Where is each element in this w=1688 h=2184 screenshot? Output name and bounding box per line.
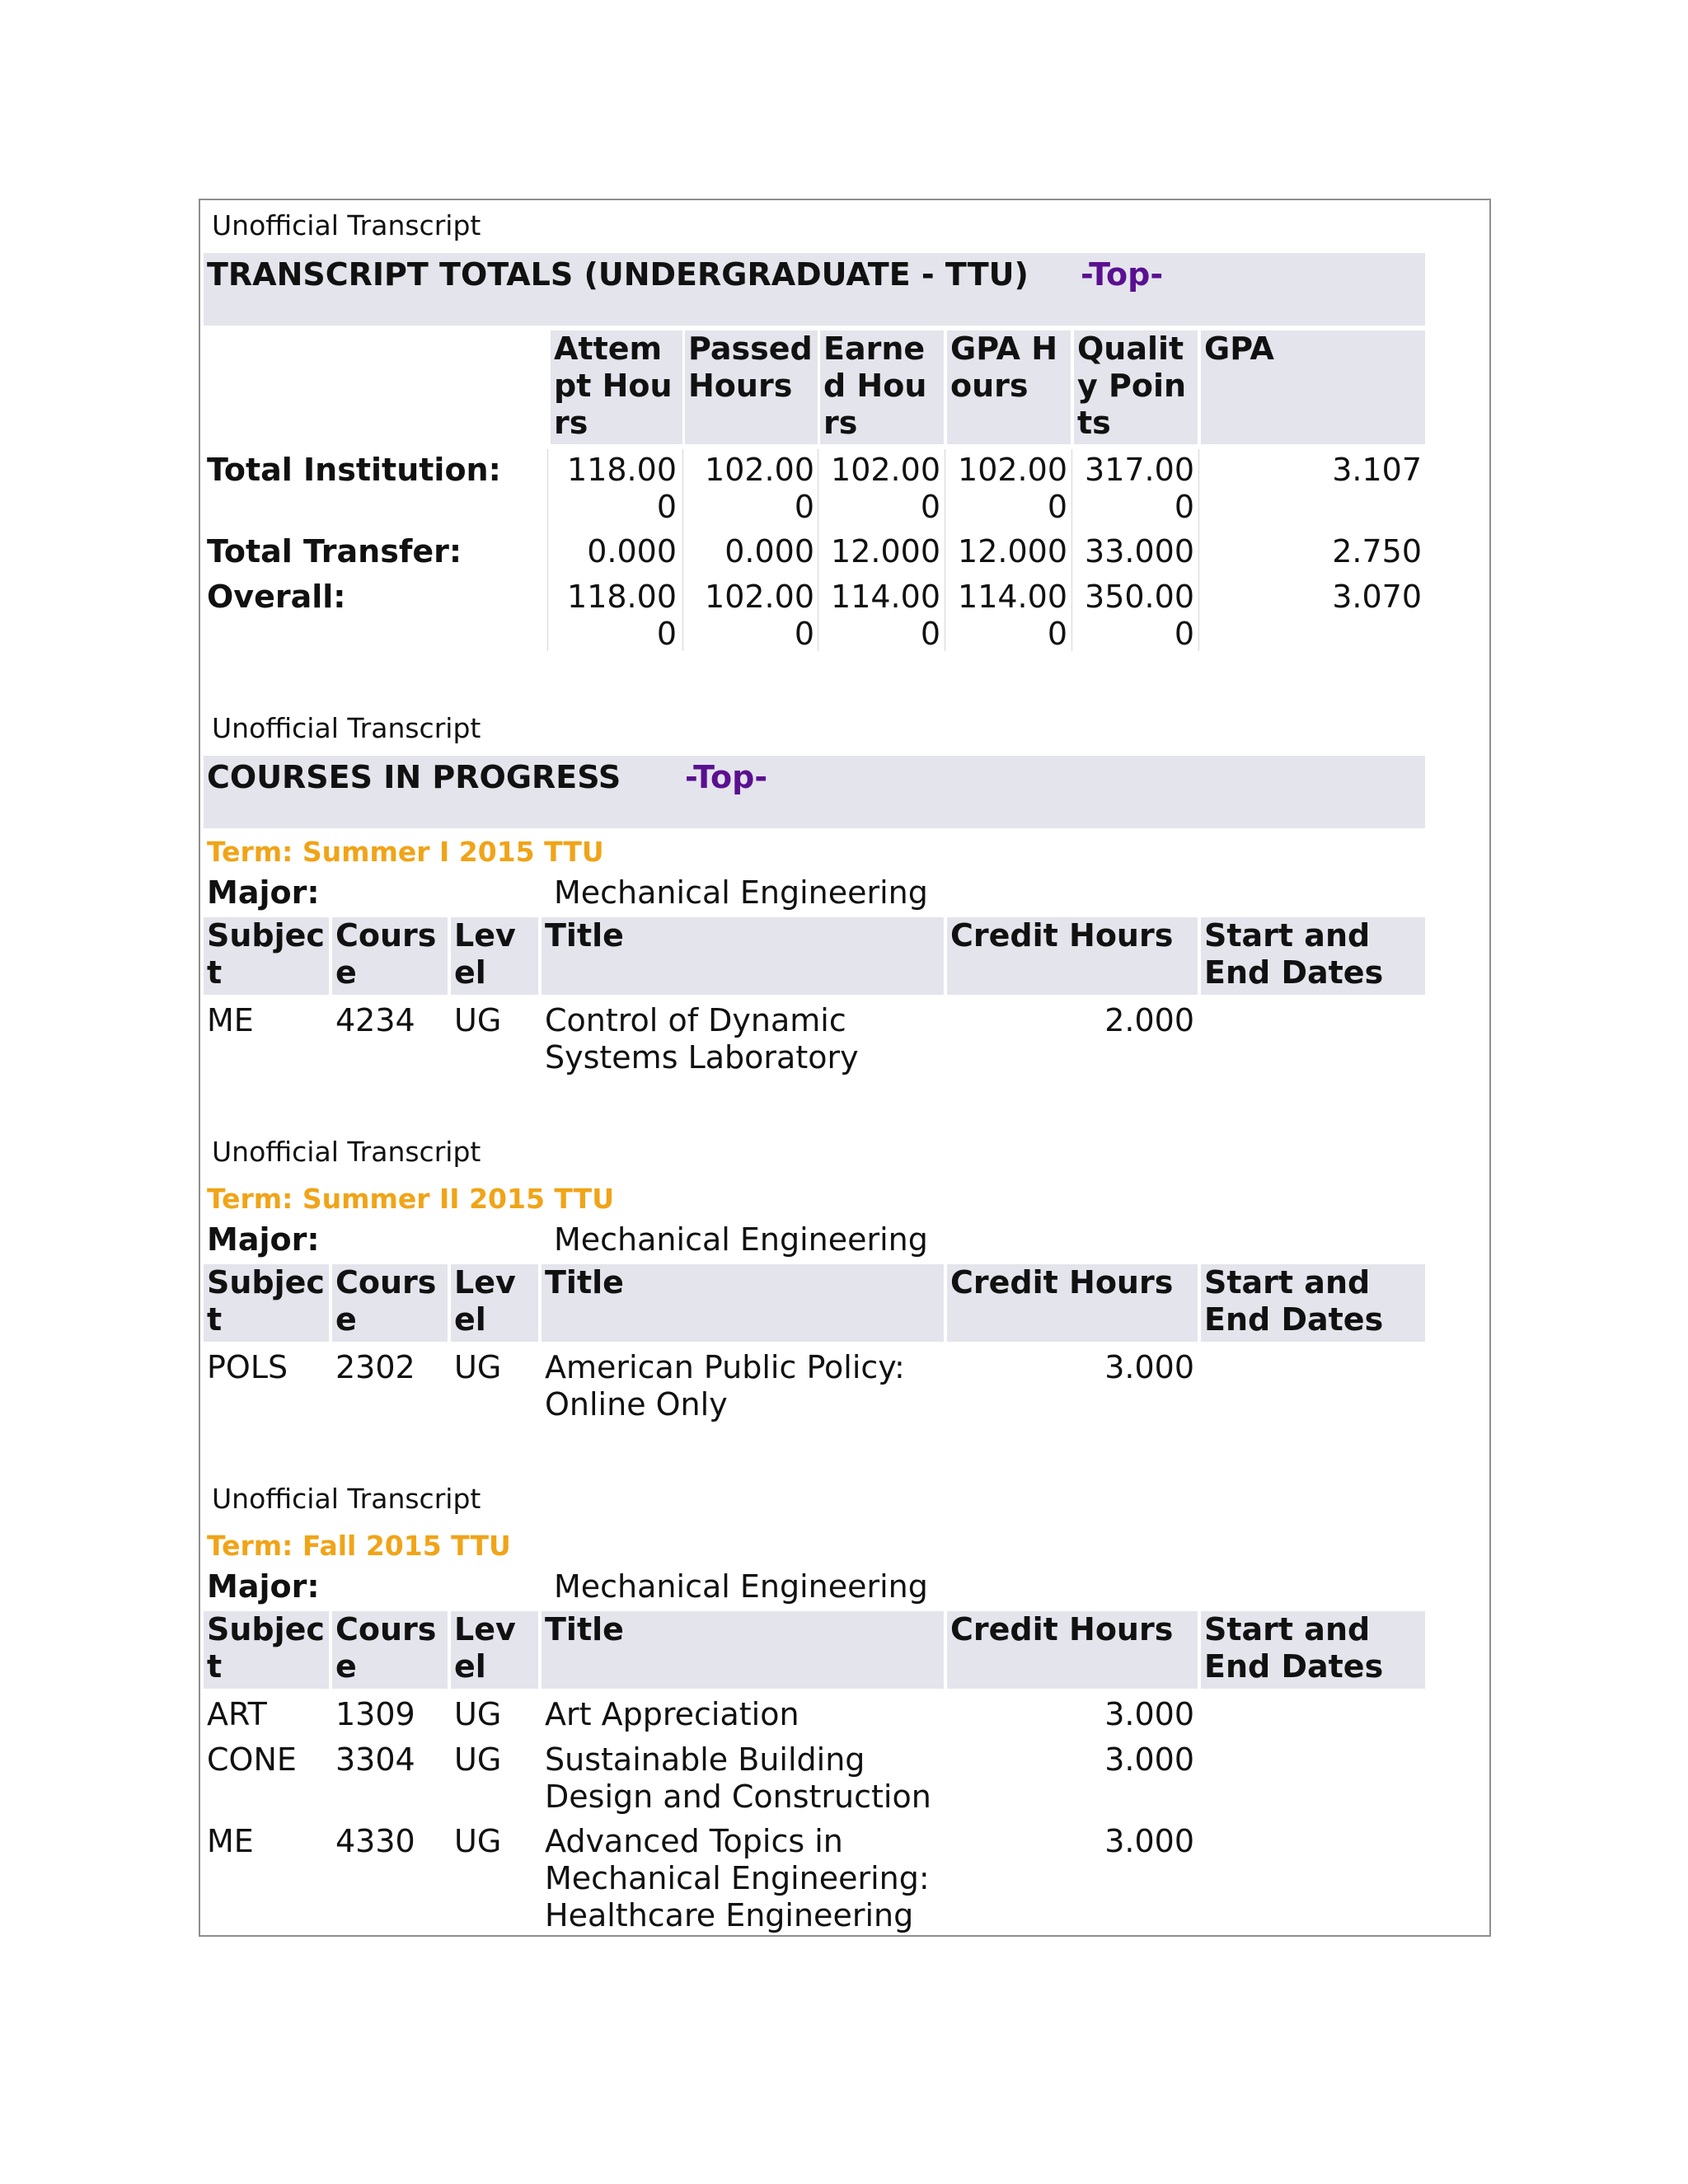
overall-gpa-hours: 114.000	[958, 579, 1067, 652]
total-transfer-gpa: 2.750	[1332, 533, 1422, 569]
header-start-end-dates: Start and End Dates	[1201, 1611, 1425, 1689]
column-separator	[1198, 449, 1199, 651]
course-level: UG	[454, 1741, 502, 1778]
total-institution-attempt-hours: 118.000	[567, 452, 677, 525]
header-credit-hours: Credit Hours	[947, 1611, 1198, 1689]
course-subject: POLS	[207, 1349, 288, 1385]
major-value: Mechanical Engineering	[554, 1221, 928, 1258]
course-number: 3304	[335, 1741, 415, 1778]
course-credit-hours: 3.000	[1104, 1696, 1194, 1732]
header-start-end-dates: Start and End Dates	[1201, 917, 1425, 995]
header-gpa: GPA	[1201, 330, 1425, 444]
overall-passed-hours: 102.000	[705, 579, 814, 652]
course-credit-hours: 3.000	[1104, 1349, 1194, 1385]
course-subject: ME	[207, 1823, 254, 1859]
total-institution-earned-hours: 102.000	[831, 452, 940, 525]
major-value: Mechanical Engineering	[554, 1568, 928, 1605]
course-subject: ART	[207, 1696, 267, 1732]
course-level: UG	[454, 1823, 502, 1859]
total-transfer-earned-hours: 12.000	[831, 533, 940, 569]
header-subject: Subject	[204, 1264, 329, 1342]
header-attempt-hours: Attempt Hours	[551, 330, 682, 444]
unofficial-transcript-label: Unofficial Transcript	[212, 712, 481, 744]
row-label-total-transfer: Total Transfer:	[207, 533, 462, 569]
total-institution-gpa-hours: 102.000	[958, 452, 1067, 525]
header-credit-hours: Credit Hours	[947, 917, 1198, 995]
column-separator	[1071, 449, 1072, 651]
header-level: Level	[451, 1264, 538, 1342]
header-subject: Subject	[204, 917, 329, 995]
header-title: Title	[542, 917, 944, 995]
header-subject: Subject	[204, 1611, 329, 1689]
major-value: Mechanical Engineering	[554, 874, 928, 911]
course-subject: CONE	[207, 1741, 297, 1778]
total-transfer-gpa-hours: 12.000	[958, 533, 1067, 569]
row-label-overall: Overall:	[207, 579, 346, 615]
course-title: Art Appreciation	[545, 1696, 799, 1732]
major-label: Major:	[207, 1568, 320, 1605]
overall-attempt-hours: 118.000	[567, 579, 677, 652]
header-course: Course	[332, 1611, 448, 1689]
course-title: American Public Policy: Online Only	[545, 1349, 905, 1422]
header-title: Title	[542, 1611, 944, 1689]
header-course: Course	[332, 917, 448, 995]
overall-quality-points: 350.000	[1085, 579, 1194, 652]
row-label-total-institution: Total Institution:	[207, 452, 501, 488]
unofficial-transcript-label: Unofficial Transcript	[212, 209, 481, 241]
term-heading: Term: Fall 2015 TTU	[207, 1530, 511, 1562]
course-credit-hours: 3.000	[1104, 1823, 1194, 1859]
course-level: UG	[454, 1696, 502, 1732]
course-credit-hours: 2.000	[1104, 1002, 1194, 1038]
major-label: Major:	[207, 874, 320, 911]
course-title: Control of Dynamic Systems Laboratory	[545, 1002, 859, 1076]
course-number: 1309	[335, 1696, 415, 1732]
course-number: 4330	[335, 1823, 415, 1859]
top-link[interactable]: -Top-	[685, 759, 768, 795]
unofficial-transcript-label: Unofficial Transcript	[212, 1483, 481, 1515]
header-start-end-dates: Start and End Dates	[1201, 1264, 1425, 1342]
unofficial-transcript-label: Unofficial Transcript	[212, 1136, 481, 1168]
course-level: UG	[454, 1349, 502, 1385]
total-transfer-attempt-hours: 0.000	[587, 533, 677, 569]
totals-title: TRANSCRIPT TOTALS (UNDERGRADUATE - TTU)	[207, 256, 1029, 293]
header-credit-hours: Credit Hours	[947, 1264, 1198, 1342]
header-course: Course	[332, 1264, 448, 1342]
total-institution-quality-points: 317.000	[1085, 452, 1194, 525]
in-progress-title: COURSES IN PROGRESS	[207, 759, 621, 795]
course-subject: ME	[207, 1002, 254, 1038]
total-transfer-passed-hours: 0.000	[724, 533, 814, 569]
course-credit-hours: 3.000	[1104, 1741, 1194, 1778]
header-earned-hours: Earned Hours	[820, 330, 944, 444]
totals-section-header	[204, 253, 1425, 326]
major-label: Major:	[207, 1221, 320, 1258]
course-level: UG	[454, 1002, 502, 1038]
column-separator	[682, 449, 683, 651]
header-quality-points: Quality Points	[1074, 330, 1198, 444]
course-title: Sustainable Building Design and Construction	[545, 1741, 931, 1815]
term-heading: Term: Summer II 2015 TTU	[207, 1183, 614, 1215]
column-separator	[547, 449, 548, 651]
course-number: 4234	[335, 1002, 415, 1038]
overall-gpa: 3.070	[1332, 579, 1422, 615]
total-transfer-quality-points: 33.000	[1085, 533, 1194, 569]
total-institution-passed-hours: 102.000	[705, 452, 814, 525]
header-level: Level	[451, 1611, 538, 1689]
term-heading: Term: Summer I 2015 TTU	[207, 836, 604, 868]
total-institution-gpa: 3.107	[1332, 452, 1422, 488]
in-progress-section-header	[204, 756, 1425, 828]
overall-earned-hours: 114.000	[831, 579, 940, 652]
header-passed-hours: Passed Hours	[685, 330, 818, 444]
course-number: 2302	[335, 1349, 415, 1385]
header-title: Title	[542, 1264, 944, 1342]
header-gpa-hours: GPA Hours	[947, 330, 1071, 444]
header-level: Level	[451, 917, 538, 995]
top-link[interactable]: -Top-	[1081, 256, 1164, 293]
course-title: Advanced Topics in Mechanical Engineering: Healthcare Engineering	[545, 1823, 930, 1933]
